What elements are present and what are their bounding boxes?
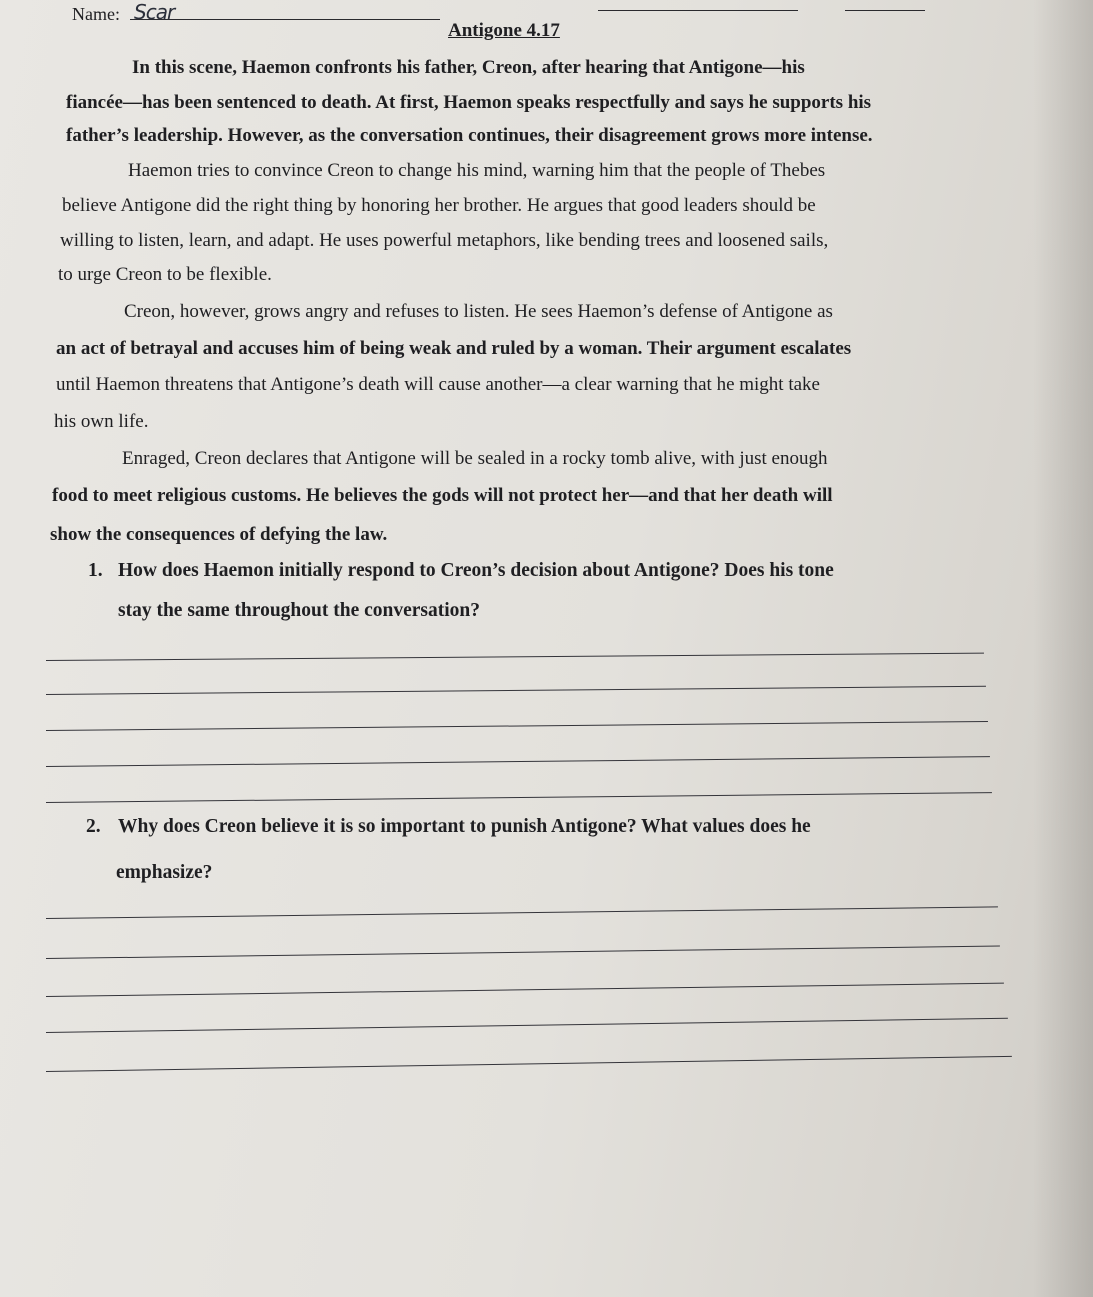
answer-1-line[interactable] [46, 686, 986, 695]
name-label: Name: [72, 4, 120, 24]
name-handwriting: Scar [134, 0, 175, 24]
summary-line: willing to listen, learn, and adapt. He uses powerful metaphors, like bending trees and loosened sails, [60, 230, 829, 251]
answer-2-line[interactable] [46, 906, 998, 919]
answer-2-line[interactable] [46, 983, 1004, 997]
summary-line: believe Antigone did the right thing by honoring her brother. He argues that good leaders should be [62, 195, 816, 216]
summary-line: an act of betrayal and accuses him of being weak and ruled by a woman. Their argument escalates [56, 338, 852, 359]
answer-2-line[interactable] [46, 946, 1000, 959]
summary-line: show the consequences of defying the law. [50, 524, 388, 545]
answer-1-line[interactable] [46, 756, 990, 767]
date-field-line[interactable] [598, 10, 798, 11]
question-2-line-1: Why does Creon believe it is so important to punish Antigone? What values does he [118, 816, 811, 837]
summary-line: until Haemon threatens that Antigone’s death will cause another—a clear warning that he might take [56, 374, 820, 395]
summary-line: food to meet religious customs. He believes the gods will not protect her—and that her death will [52, 485, 833, 506]
question-2-number: 2. [86, 816, 101, 837]
summary-line: Enraged, Creon declares that Antigone will be sealed in a rocky tomb alive, with just enough [122, 448, 828, 469]
summary-line: father’s leadership. However, as the conversation continues, their disagreement grows more intense. [66, 125, 873, 146]
summary-line: In this scene, Haemon confronts his father, Creon, after hearing that Antigone—his [132, 57, 805, 78]
page-shadow [1033, 0, 1093, 1297]
summary-line: his own life. [54, 411, 149, 432]
summary-line: Creon, however, grows angry and refuses to listen. He sees Haemon’s defense of Antigone as [124, 301, 833, 322]
question-2-line-2: emphasize? [116, 862, 213, 883]
question-1-line-2: stay the same throughout the conversation? [118, 600, 481, 621]
answer-2-line[interactable] [46, 1018, 1008, 1033]
answer-1-line[interactable] [46, 792, 992, 803]
answer-1-line[interactable] [46, 721, 988, 731]
summary-line: to urge Creon to be flexible. [58, 264, 272, 285]
name-field-line[interactable] [130, 19, 440, 20]
summary-line: fiancée—has been sentenced to death. At first, Haemon speaks respectfully and says he supports his [66, 92, 872, 113]
answer-1-line[interactable] [46, 653, 984, 661]
answer-2-line[interactable] [46, 1056, 1012, 1072]
summary-line: Haemon tries to convince Creon to change his mind, warning him that the people of Thebes [128, 160, 826, 181]
period-field-line[interactable] [845, 10, 925, 11]
question-1-number: 1. [88, 560, 103, 581]
question-1-line-1: How does Haemon initially respond to Creon’s decision about Antigone? Does his tone [118, 560, 834, 581]
page-title: Antigone 4.17 [448, 20, 560, 41]
